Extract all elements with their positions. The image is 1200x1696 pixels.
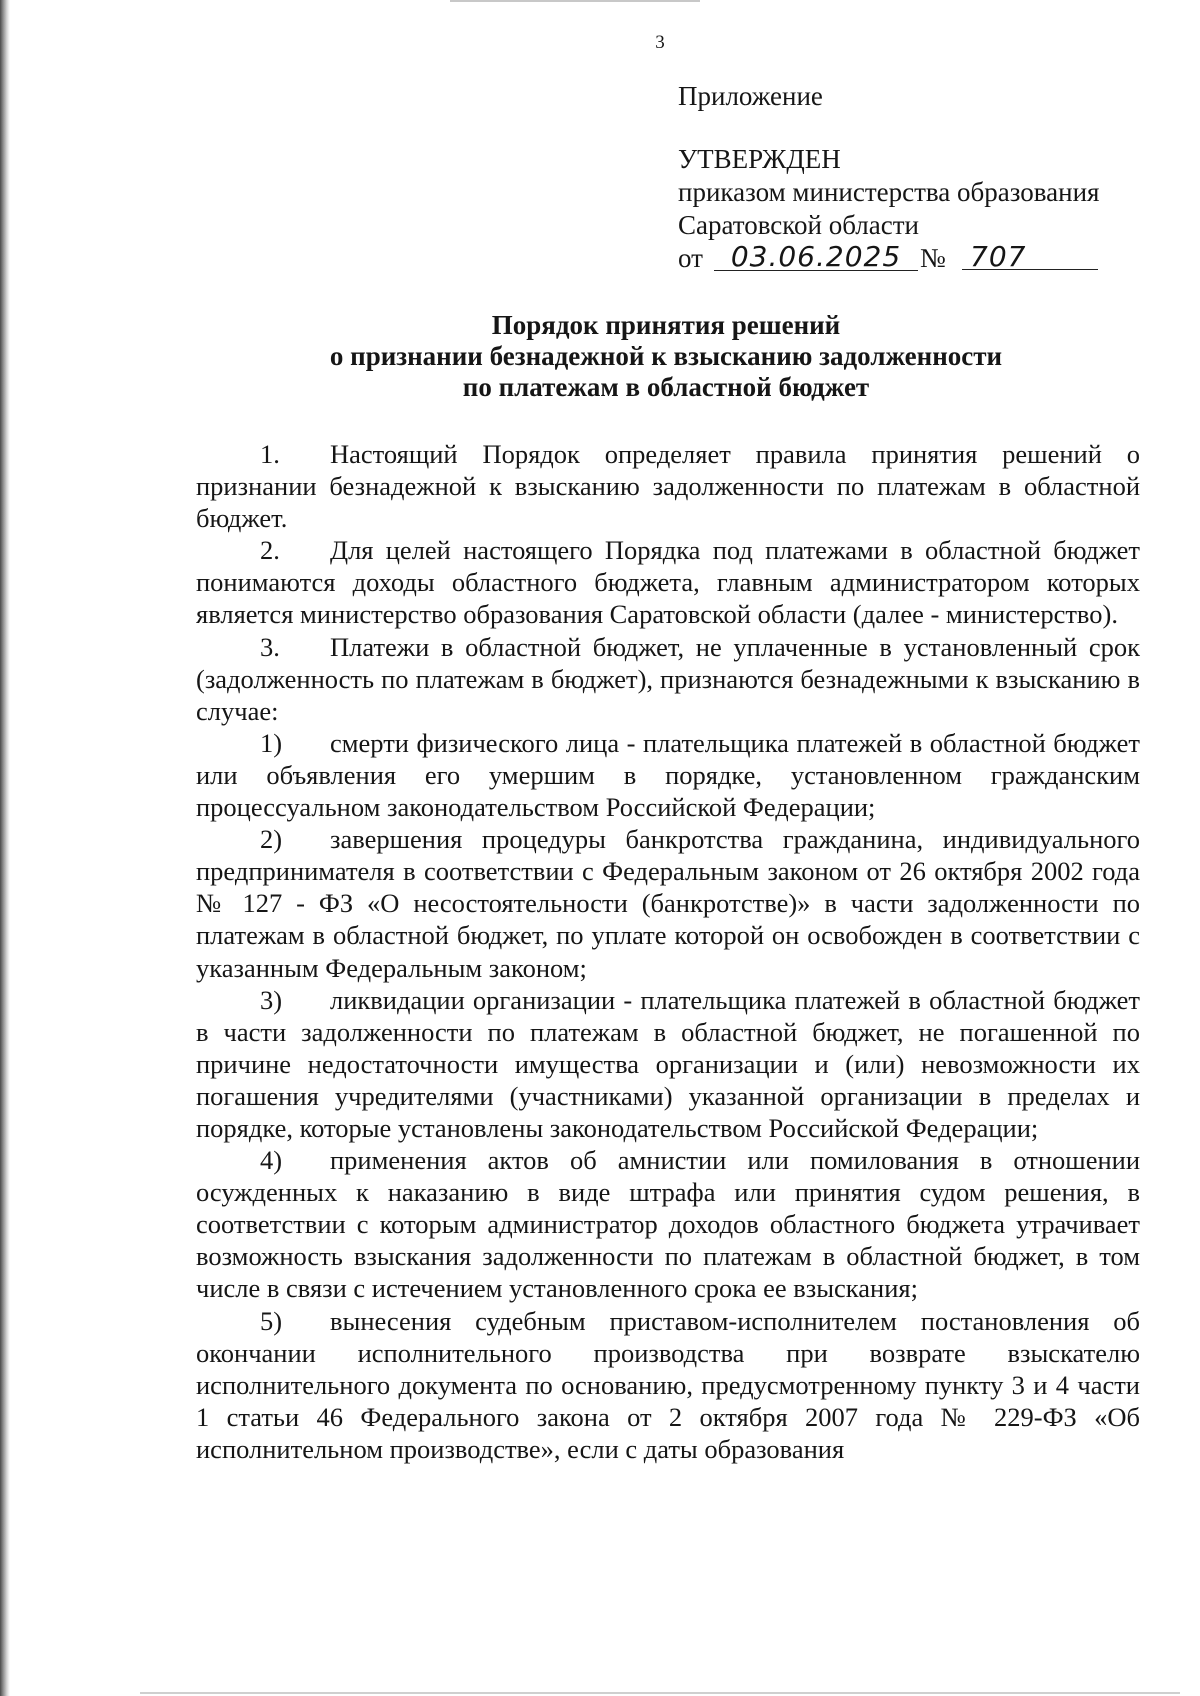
paragraph-1 <box>196 438 1140 534</box>
subitem-text: применения актов об амнистии или помилования в отношении осужденных к наказанию в виде штрафа или принятия судом решения, в соответствии с которым администратор доходов областного бюджета утрачивает возможность взыскания задолженности по платежам в областной бюджет, в том числе в связи с истечением установленного срока ее взыскания; <box>196 1145 1140 1304</box>
paragraph-number: 1. <box>260 439 280 469</box>
order-date-number-line <box>678 242 1099 282</box>
paragraph-number: 2. <box>260 535 280 566</box>
subitem-3 <box>196 984 1140 1144</box>
page-number: 3 <box>655 32 665 53</box>
approval-block <box>678 80 1099 282</box>
subitem-2 <box>196 823 1140 983</box>
approval-region-line: Саратовской области <box>678 210 919 240</box>
paragraph-2 <box>196 534 1140 630</box>
subitem-text: смерти физического лица - плательщика платежей в областной бюджет или объявления его умершим в порядке, установленном гражданским процессуальном законодательством Российской Федерации; <box>196 727 1140 823</box>
paragraph-number: 3. <box>260 631 280 662</box>
annex-label: Приложение <box>678 81 823 111</box>
title-line-2: о признании безнадежной к взысканию задолженности <box>329 341 1003 371</box>
subitem-number: 4) <box>260 1145 283 1176</box>
subitem-text: завершения процедуры банкротства гражданина, индивидуального предпринимателя в соответствии с Федеральным законом от 26 октября 2002 года № 127 - ФЗ «О несостоятельности (банкротстве)» в части задолженности по платежам в областной бюджет, по уплате которой он освобожден в соответствии с указанным Федеральным законом; <box>196 824 1140 983</box>
number-label: № <box>920 243 946 273</box>
paragraph-text: Настоящий Порядок определяет правила принятия решений о признании безнадежной к взысканию задолженности по платежам в областной бюджет. <box>196 439 1140 534</box>
scan-left-edge <box>0 0 10 1696</box>
subitem-1 <box>196 727 1140 823</box>
subitem-number: 2) <box>260 824 283 855</box>
handwritten-number: 707 <box>962 240 1098 270</box>
document-title <box>196 310 1136 403</box>
subitem-text: ликвидации организации - плательщика платежей в областной бюджет в части задолженности по платежам в областной бюджет, не погашенной по причине недостаточности имущества организации и (или) невозможности их погашения учредителями (участниками) указанной организации в пределах и порядке, которые установлены законодательством Российской Федерации; <box>196 984 1140 1143</box>
paragraph-3 <box>196 631 1140 727</box>
approval-order-line: приказом министерства образования <box>678 177 1100 207</box>
scan-top-mark <box>450 0 700 2</box>
paragraph-text: Для целей настоящего Порядка под платежами в областной бюджет понимаются доходы областного бюджета, главным администратором которых является министерство образования Саратовской области (далее - министерство). <box>196 535 1140 630</box>
subitem-number: 1) <box>260 727 283 758</box>
subitem-number: 5) <box>260 1305 283 1336</box>
date-label: от <box>678 243 703 273</box>
subitem-number: 3) <box>260 984 283 1015</box>
subitem-text: вынесения судебным приставом-исполнителем постановления об окончании исполнительного производства при возврате взыскателю исполнительного документа по основанию, предусмотренному пункту 3 и 4 части 1 статьи 46 Федерального закона от 2 октября 2007 года № 229-ФЗ «Об исполнительном производстве», если с даты образования <box>196 1305 1140 1464</box>
title-line-3: по платежам в областной бюджет <box>462 372 870 402</box>
paragraph-text: Платежи в областной бюджет, не уплаченные в установленный срок (задолженность по платежам в бюджет), признаются безнадежными к взысканию в случае: <box>196 631 1140 726</box>
subitem-5 <box>196 1305 1140 1465</box>
approved-heading: УТВЕРЖДЕН <box>678 144 841 174</box>
subitem-4 <box>196 1144 1140 1304</box>
scan-bottom-mark <box>140 1692 1180 1694</box>
handwritten-date: 03.06.2025 <box>714 240 918 271</box>
title-line-1: Порядок принятия решений <box>491 310 841 340</box>
document-body <box>196 438 1140 1465</box>
